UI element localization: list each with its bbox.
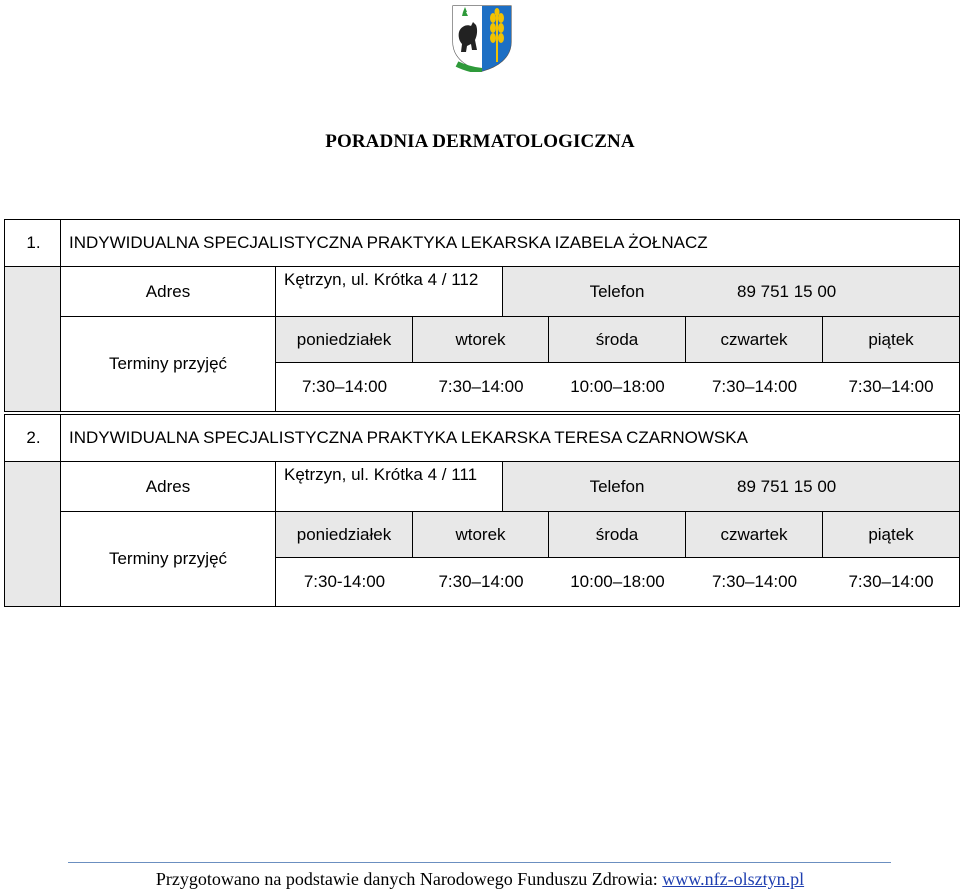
clinic-name: INDYWIDUALNA SPECJALISTYCZNA PRAKTYKA LEKARSKA IZABELA ŻOŁNACZ	[69, 233, 708, 252]
day-tuesday: wtorek	[413, 512, 549, 557]
footer-text: Przygotowano na podstawie danych Narodowego Funduszu Zdrowia:	[155, 869, 663, 889]
weekday-row	[276, 317, 959, 363]
hours-monday: 7:30–14:00	[276, 363, 413, 411]
hours-wednesday: 10:00–18:00	[549, 558, 686, 606]
clinic-name: INDYWIDUALNA SPECJALISTYCZNA PRAKTYKA LEKARSKA TERESA CZARNOWSKA	[69, 428, 748, 447]
day-wednesday: środa	[549, 317, 686, 362]
coat-of-arms-icon	[451, 4, 513, 72]
hours-monday: 7:30-14:00	[276, 558, 413, 606]
address-label: Adres	[61, 462, 275, 512]
hours-tuesday: 7:30–14:00	[413, 363, 549, 411]
margin-column	[5, 267, 61, 411]
page-title: PORADNIA DERMATOLOGICZNA	[325, 131, 635, 152]
clinic-section-2	[4, 414, 960, 607]
hours-thursday: 7:30–14:00	[686, 558, 823, 606]
hours-tuesday: 7:30–14:00	[413, 558, 549, 606]
day-wednesday: środa	[549, 512, 686, 557]
clinic-section-1	[4, 219, 960, 412]
phone-value: 89 751 15 00	[737, 281, 837, 301]
footer-divider	[68, 862, 891, 863]
hours-friday: 7:30–14:00	[823, 558, 959, 606]
hours-friday: 7:30–14:00	[823, 363, 959, 411]
hours-label: Terminy przyjęć	[61, 317, 275, 411]
hours-thursday: 7:30–14:00	[686, 363, 823, 411]
day-thursday: czwartek	[686, 512, 823, 557]
clinic-number: 2.	[5, 415, 61, 461]
address-value: Kętrzyn, ul. Krótka 4 / 111	[276, 462, 503, 511]
day-friday: piątek	[823, 317, 959, 362]
address-label: Adres	[61, 267, 275, 317]
hours-wednesday: 10:00–18:00	[549, 363, 686, 411]
clinic-header	[4, 414, 960, 462]
day-tuesday: wtorek	[413, 317, 549, 362]
hours-row	[276, 558, 959, 606]
margin-column	[5, 462, 61, 606]
day-friday: piątek	[823, 512, 959, 557]
phone-label: Telefon	[589, 476, 645, 496]
weekday-row	[276, 512, 959, 558]
hours-label: Terminy przyjęć	[61, 512, 275, 606]
day-monday: poniedziałek	[276, 512, 413, 557]
footer	[0, 869, 960, 890]
clinic-number: 1.	[5, 220, 61, 266]
hours-row	[276, 363, 959, 411]
day-monday: poniedziałek	[276, 317, 413, 362]
phone-label: Telefon	[589, 281, 645, 301]
address-value: Kętrzyn, ul. Krótka 4 / 112	[276, 267, 503, 316]
clinic-header	[4, 219, 960, 267]
day-thursday: czwartek	[686, 317, 823, 362]
phone-value: 89 751 15 00	[737, 476, 837, 496]
nfz-link[interactable]: www.nfz-olsztyn.pl	[662, 869, 805, 889]
